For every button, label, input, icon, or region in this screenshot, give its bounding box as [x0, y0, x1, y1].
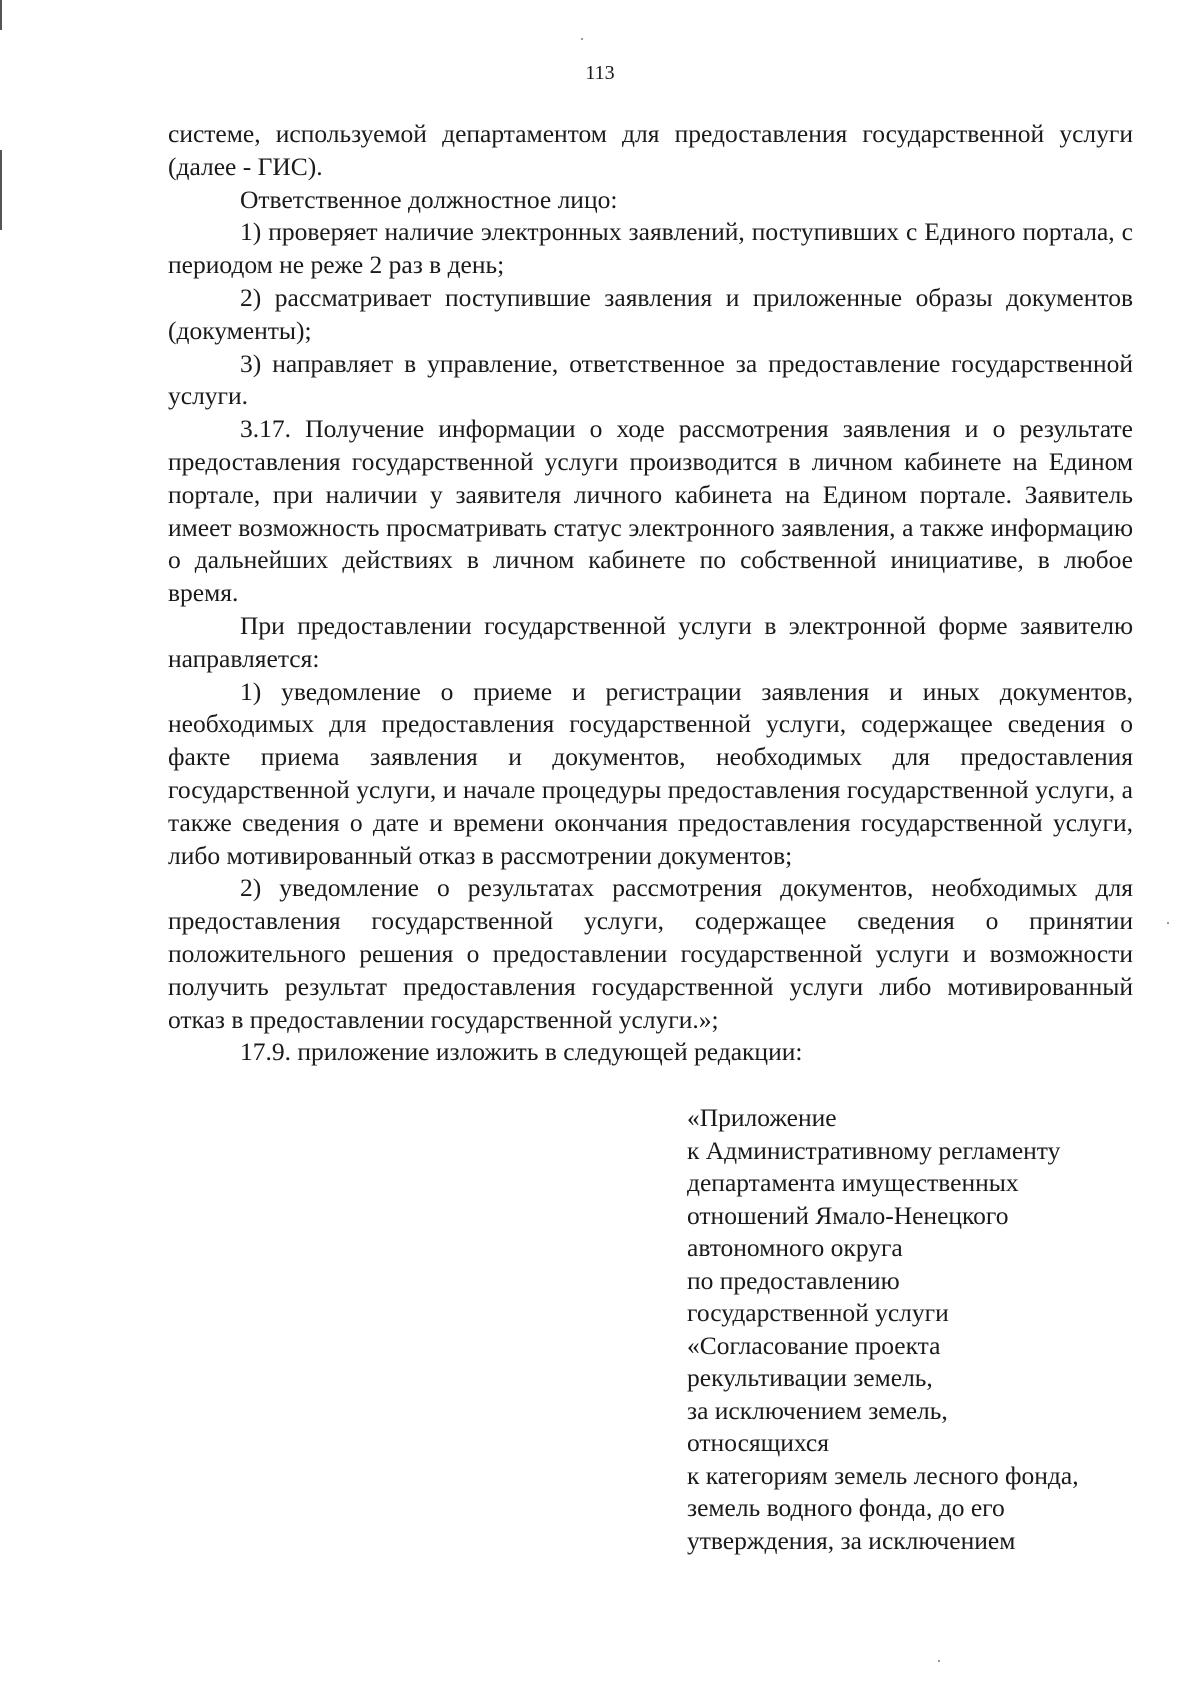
paragraph-0: системе, используемой департаментом для предоставления государственной услуги (далее - ГИС).: [168, 119, 1133, 181]
appendix-line: земель водного фонда, до его: [687, 1493, 1005, 1522]
scan-speck: [1167, 922, 1169, 924]
paragraph-9: 17.9. приложение изложить в следующей редакции:: [240, 1037, 803, 1067]
appendix-line: департамента имущественных: [687, 1168, 1019, 1197]
appendix-line: относящихся: [687, 1428, 829, 1457]
paragraph-7: 1) уведомление о приеме и регистрации заявления и иных документов, необходимых для предоставления государственной услуги, содержащее сведения о факте приема заявления и документов, необходимых для предоставления государственной услуги, и начале процедуры предоставления государственной услуги, а также сведения о дате и времени окончания предоставления государственной услуги, либо мотивированный отказ в рассмотрении документов;: [168, 676, 1133, 870]
scan-edge-mark-top: [0, 0, 2, 30]
paragraph-6: При предоставлении государственной услуги в электронной форме заявителю направляется:: [168, 610, 1133, 673]
paragraph-8: 2) уведомление о результатах рассмотрения документов, необходимых для предоставления государственной услуги, содержащее сведения о принятии положительного решения о предоставлении государственной услуги и возможности получить результат предоставления государственной услуги либо мотивированный отказ в предоставлении государственной услуги.»;: [168, 873, 1133, 1034]
scan-speck: [581, 38, 583, 40]
appendix-header: [687, 1102, 1137, 1557]
appendix-line: автономного округа: [687, 1233, 903, 1262]
appendix-line: по предоставлению: [687, 1265, 900, 1295]
appendix-line: за исключением земель,: [687, 1395, 948, 1425]
paragraph-4: 3) направляет в управление, ответственное за предоставление государственной услуги.: [168, 348, 1133, 411]
appendix-line: «Согласование проекта: [687, 1330, 941, 1360]
paragraph-1: Ответственное должностное лицо:: [240, 184, 618, 214]
scan-edge-mark-middle: [0, 150, 2, 230]
appendix-line: «Приложение: [687, 1103, 837, 1132]
paragraph-2: 1) проверяет наличие электронных заявлений, поступивших с Единого портала, с периодом не реже 2 раз в день;: [168, 217, 1133, 280]
appendix-line: рекультивации земель,: [687, 1363, 933, 1392]
body-text: [168, 118, 1133, 1069]
page-number: 113: [585, 62, 615, 84]
appendix-line: к Административному регламенту: [687, 1135, 1061, 1165]
paragraph-5: 3.17. Получение информации о ходе рассмотрения заявления и о результате предоставления государственной услуги производится в личном кабинете на Едином портале, при наличии у заявителя личного кабинета на Едином портале. Заявитель имеет возможность просматривать статус электронного заявления, а также информацию о дальнейших действиях в личном кабинете по собственной инициативе, в любое время.: [168, 414, 1133, 608]
appendix-line: отношений Ямало-Ненецкого: [687, 1200, 1009, 1230]
appendix-line: к категориям земель лесного фонда,: [687, 1460, 1079, 1490]
appendix-line: государственной услуги: [687, 1298, 949, 1327]
scan-speck: [938, 1660, 940, 1662]
appendix-line: утверждения, за исключением: [687, 1525, 1016, 1555]
paragraph-3: 2) рассматривает поступившие заявления и приложенные образы документов (документы);: [168, 282, 1133, 345]
